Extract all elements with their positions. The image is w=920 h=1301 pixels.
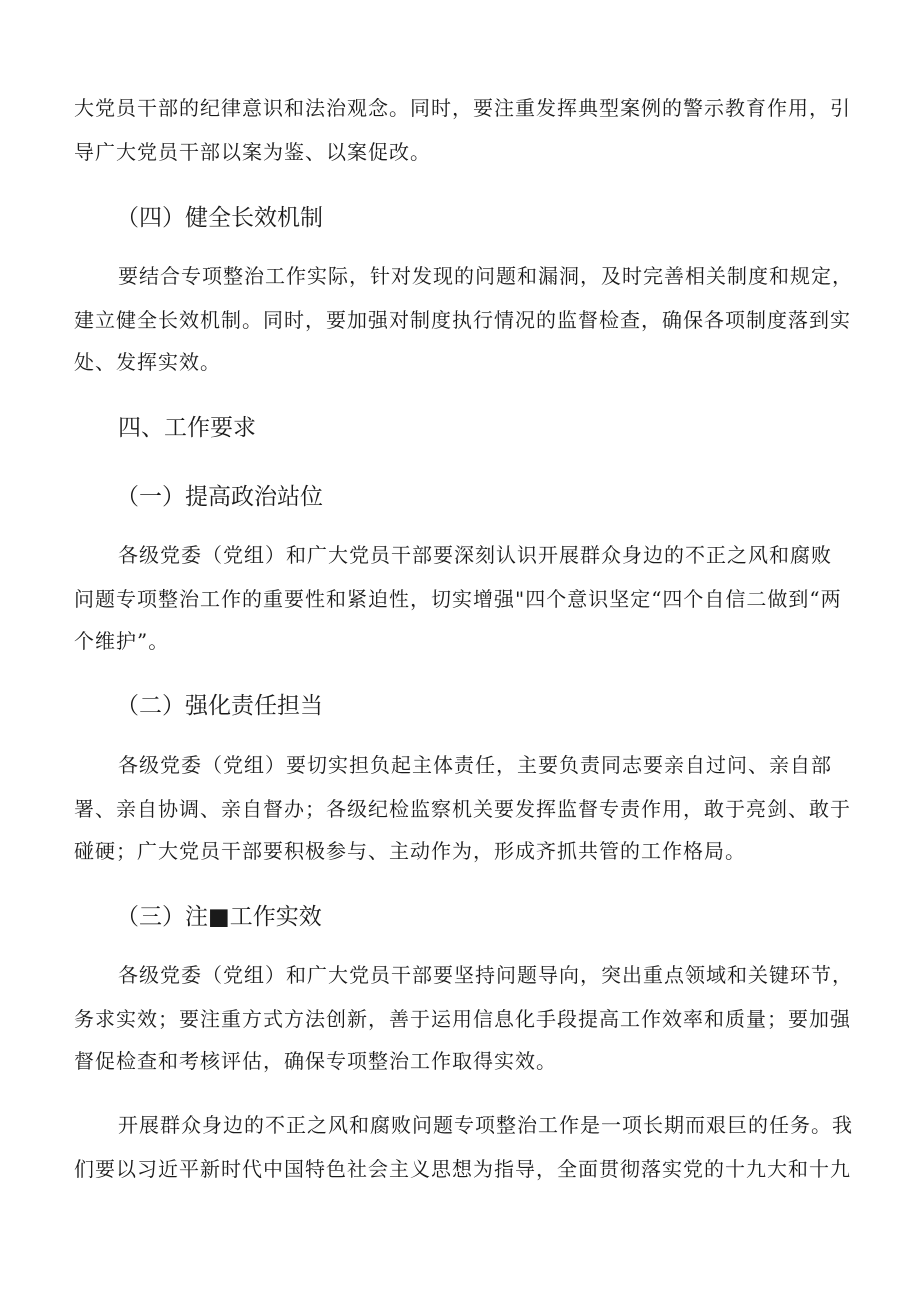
paragraph-line: 署、亲自协调、亲自督办；各级纪检监察机关要发挥监督专责作用，敢于亮剑、敢于 — [74, 797, 851, 821]
paragraph-line: 大党员干部的纪律意识和法治观念。同时，要注重发挥典型案例的警示教育作用，引 — [74, 96, 851, 120]
paragraph-line: 各级党委（党组）和广大党员干部要坚持问题导向，突出重点领域和关键环节， — [118, 963, 853, 987]
section-heading: （二）强化责任担当 — [116, 693, 323, 719]
paragraph-line: 处、发挥实效。 — [74, 350, 221, 374]
paragraph-line: 建立健全长效机制。同时，要加强对制度执行情况的监督检查，确保各项制度落到实 — [74, 308, 851, 332]
section-heading: （三）注■工作实效 — [116, 904, 322, 930]
paragraph-line: 督促检查和考核评估，确保专项整治工作取得实效。 — [74, 1049, 557, 1073]
paragraph-line: 各级党委（党组）和广大党员干部要深刻认识开展群众身边的不正之风和腐败 — [118, 543, 832, 567]
paragraph-line: 要结合专项整治工作实际，针对发现的问题和漏洞，及时完善相关制度和规定， — [118, 264, 853, 288]
paragraph-line: 导广大党员干部以案为鉴、以案促改。 — [74, 140, 431, 164]
paragraph-line: 个维护”。 — [74, 629, 170, 653]
paragraph-line: 问题专项整治工作的重要性和紧迫性，切实增强"四个意识坚定“四个自信二做到“两 — [74, 587, 842, 611]
paragraph-line: 各级党委（党组）要切实担负起主体责任，主要负责同志要亲自过问、亲自部 — [118, 753, 832, 777]
paragraph-line: 务求实效；要注重方式方法创新，善于运用信息化手段提高工作效率和质量；要加强 — [74, 1007, 851, 1031]
section-heading: （四）健全长效机制 — [116, 205, 323, 231]
chapter-heading: 四、工作要求 — [118, 415, 256, 441]
section-heading: （一）提高政治站位 — [116, 484, 323, 510]
paragraph-line: 们要以习近平新时代中国特色社会主义思想为指导，全面贯彻落实党的十九大和十九 — [74, 1157, 851, 1181]
paragraph-line: 碰硬；广大党员干部要积极参与、主动作为，形成齐抓共管的工作格局。 — [74, 839, 746, 863]
paragraph-line: 开展群众身边的不正之风和腐败问题专项整治工作是一项长期而艰巨的任务。我 — [118, 1113, 853, 1137]
